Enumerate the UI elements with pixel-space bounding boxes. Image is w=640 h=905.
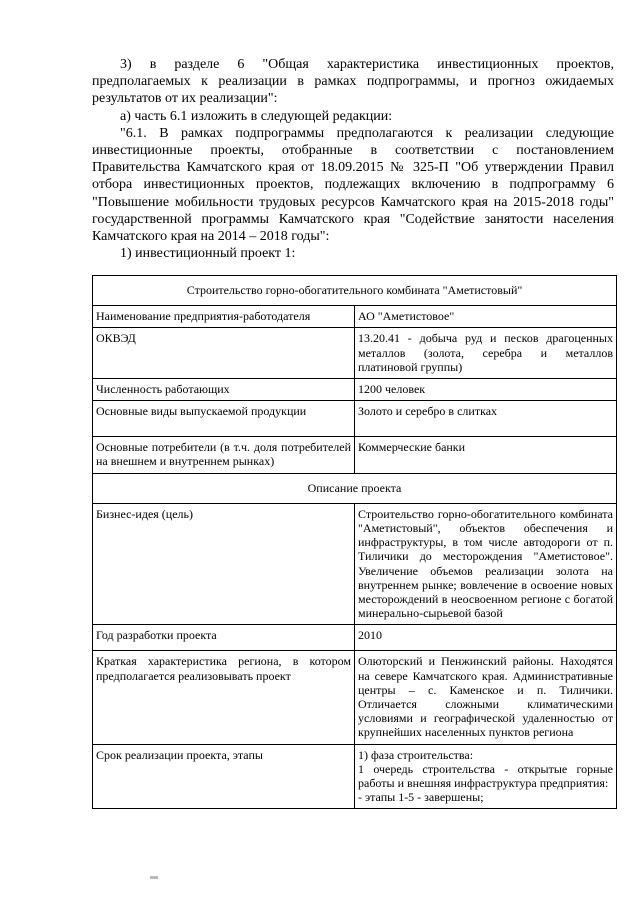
table-row xyxy=(93,625,617,651)
intro-paragraph-1: 3) в разделе 6 "Общая характеристика инвестиционных проектов, предполагаемых к реализации в рамках подпрограммы, и прогноз ожидаемых результатов от их реализации": xyxy=(92,57,614,107)
scan-artifact xyxy=(150,876,158,879)
stage-line: 1) фаза строительства: xyxy=(358,747,474,762)
intro-text xyxy=(92,56,614,262)
row-label: Основные виды выпускаемой продукции xyxy=(93,401,355,437)
row-label: Срок реализации проекта, этапы xyxy=(93,744,355,809)
table-row xyxy=(93,379,617,401)
table-row xyxy=(93,328,617,379)
table-row xyxy=(93,744,617,809)
row-value: АО "Аметистовое" xyxy=(355,306,617,328)
table-row xyxy=(93,651,617,744)
row-label: Численность работающих xyxy=(93,379,355,401)
row-value: Коммерческие банки xyxy=(355,437,617,473)
intro-paragraph-2: а) часть 6.1 изложить в следующей редакции: xyxy=(120,108,393,124)
table-row xyxy=(93,306,617,328)
stage-line: 1 очередь строительства - открытые горные работы и внешняя инфраструктура предприятия: xyxy=(358,761,613,791)
row-label: ОКВЭД xyxy=(93,328,355,379)
row-label: Год разработки проекта xyxy=(93,625,355,651)
table-row xyxy=(93,401,617,437)
row-value: Золото и серебро в слитках xyxy=(355,401,617,437)
row-label: Краткая характеристика региона, в котором предполагается реализовывать проект xyxy=(93,651,355,744)
row-value xyxy=(355,744,617,809)
intro-paragraph-4: 1) инвестиционный проект 1: xyxy=(120,246,296,262)
project-table xyxy=(92,275,617,809)
table-row xyxy=(93,437,617,473)
row-value: Строительство горно-обогатительного комбината "Аметистовый", объектов обеспечения и инфраструктуры, в том числе автодороги от п. Тиличики до месторождения "Аметистовое". Увеличение объемов реализации золота на внутреннем рынке; вовлечение в освоение новых месторождений в неосвоенном регионе с богатой минерально-сырьевой базой xyxy=(355,503,617,625)
row-value: Олюторский и Пенжинский районы. Находятся на севере Камчатского края. Административные центры – с. Каменское и п. Тиличики. Отличается сложными климатическими условиями и географической удаленностью от крупнейших населенных пунктов региона xyxy=(355,651,617,744)
table-row xyxy=(93,503,617,625)
row-label: Основные потребители (в т.ч. доля потребителей на внешнем и внутреннем рынках) xyxy=(93,437,355,473)
row-value: 2010 xyxy=(355,625,617,651)
table-title: Строительство горно-обогатительного комбината "Аметистовый" xyxy=(93,276,617,306)
row-label: Бизнес-идея (цель) xyxy=(93,503,355,625)
stage-line: - этапы 1-5 - завершены; xyxy=(358,790,484,805)
intro-paragraph-3: "6.1. В рамках подпрограммы предполагаются к реализации следующие инвестиционные проекты, отобранные в соответствии с постановлением Правительства Камчатского края от 18.09.2015 № 325-П "Об утверждении Правил отбора инвестиционных проектов, подлежащих включению в подпрограмму 6 "Повышение мобильности трудовых ресурсов Камчатского края на 2015-2018 годы" государственной программы Камчатского края "Содействие занятости населения Камчатского края на 2014 – 2018 годы": xyxy=(92,125,614,245)
row-value: 1200 человек xyxy=(355,379,617,401)
section-title: Описание проекта xyxy=(93,473,617,503)
row-value: 13.20.41 - добыча руд и песков драгоценных металлов (золота, серебра и металлов платиновой группы) xyxy=(355,328,617,379)
row-label: Наименование предприятия-работодателя xyxy=(93,306,355,328)
